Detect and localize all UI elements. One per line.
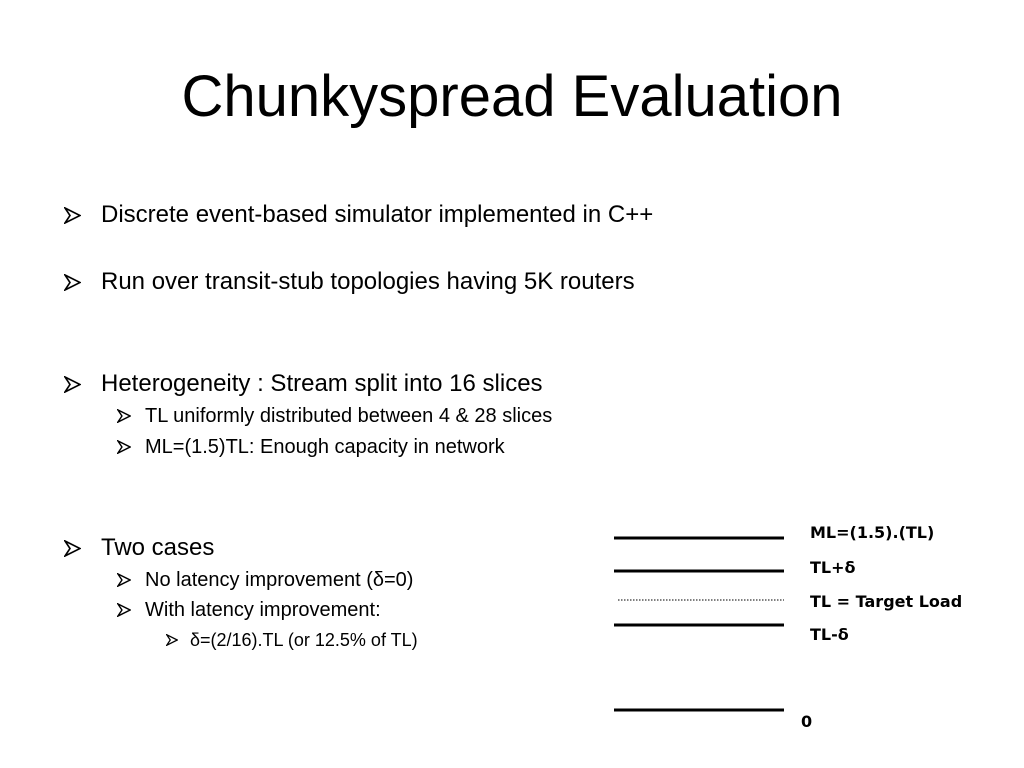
level-label-tl-plus-delta: TL+δ	[810, 558, 856, 577]
bullet-text: Heterogeneity : Stream split into 16 slices	[101, 370, 543, 397]
arrowhead-bullet-icon	[166, 634, 178, 646]
arrowhead-bullet-icon	[64, 207, 81, 224]
bullet-text: δ=(2/16).TL (or 12.5% of TL)	[190, 630, 418, 650]
arrowhead-bullet-icon	[64, 540, 81, 557]
bullet-text: TL uniformly distributed between 4 & 28 slices	[145, 405, 553, 427]
level-label-zero: 0	[801, 712, 813, 731]
level-label-tl-minus-delta: TL-δ	[810, 625, 849, 644]
level-label-target-load: TL = Target Load	[810, 592, 963, 611]
arrowhead-bullet-icon	[117, 409, 131, 423]
arrowhead-bullet-icon	[117, 603, 131, 617]
bullet-text: Discrete event-based simulator implemented in C++	[101, 201, 654, 228]
level-label-ml: ML=(1.5).(TL)	[810, 523, 935, 542]
arrowhead-bullet-icon	[64, 274, 81, 291]
bullet-text: With latency improvement:	[145, 599, 381, 621]
arrowhead-bullet-icon	[117, 573, 131, 587]
arrowhead-bullet-icon	[117, 440, 131, 454]
arrowhead-bullet-icon	[64, 376, 81, 393]
bullet-text: Two cases	[101, 534, 215, 561]
slide-title: Chunkyspread Evaluation	[181, 64, 843, 129]
bullet-text: No latency improvement (δ=0)	[145, 569, 414, 591]
bullet-text: Run over transit-stub topologies having 5K routers	[101, 268, 635, 295]
bullet-text: ML=(1.5)TL: Enough capacity in network	[145, 436, 505, 458]
